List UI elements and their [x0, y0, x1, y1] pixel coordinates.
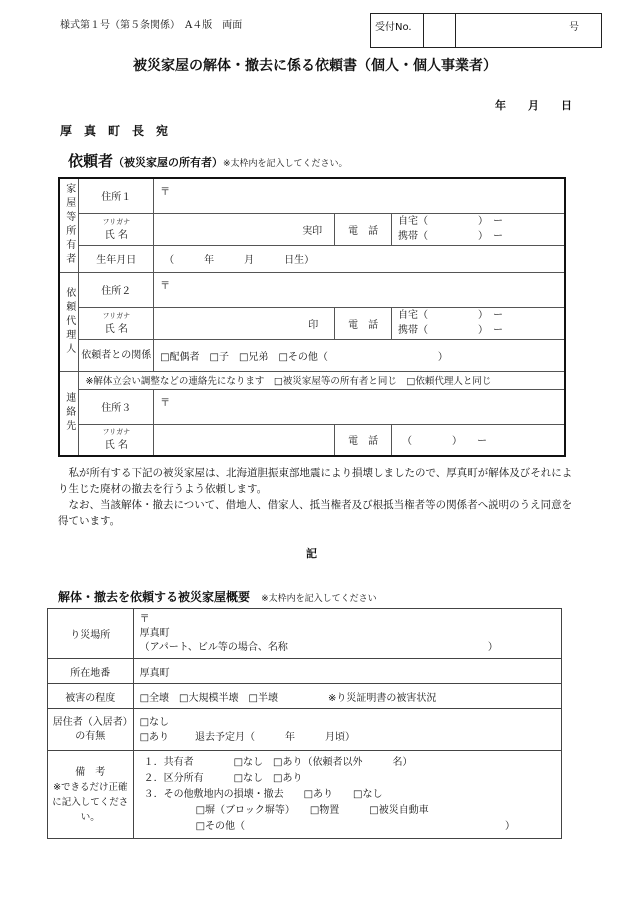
section2-heading: 解体・撤去を依頼する被災家屋概要 — [58, 590, 251, 604]
date-line: 年 月 日 — [495, 99, 572, 112]
remarks-label-cell — [48, 751, 134, 839]
house-table — [47, 608, 562, 839]
postal-mark: 〒 — [160, 397, 171, 409]
contact-address-label: 住所３ — [79, 389, 154, 424]
owner-name-field[interactable] — [154, 213, 335, 245]
owner-mobile-phone: 携帯（ ） ー — [397, 231, 503, 242]
owner-name-label-cell — [79, 213, 154, 245]
paragraph-consent: なお、当該解体・撤去について、借地人、借家人、抵当権者及び根抵当権者等の関係者へ説明のうえ同意を得ています。 — [58, 499, 573, 527]
owner-birth-label: 生年月日 — [79, 245, 154, 272]
contact-name-label-cell — [79, 424, 154, 456]
paragraph-request: 私が所有する下記の被災家屋は、北海道胆振東部地震により損壊しましたので、厚真町が解体及びそれにより生じた廃材の撤去を行うよう依頼します。 — [58, 467, 573, 495]
owner-group-label: 家屋等所有者 — [59, 178, 79, 272]
resident-none: □なし — [139, 716, 170, 728]
site-field[interactable] — [133, 609, 561, 659]
receipt-suffix: 号 — [569, 22, 579, 33]
agent-group-label: 依頼代理人 — [59, 272, 79, 371]
section1-heading: 依頼者 — [68, 152, 114, 170]
lot-field[interactable]: 厚真町 — [133, 659, 561, 684]
damage-options: □全壊 □大規模半壊 □半壊 — [139, 692, 278, 704]
resident-field[interactable] — [133, 709, 561, 751]
requester-table — [58, 177, 566, 457]
addressee: 厚 真 町 長 宛 — [60, 124, 169, 138]
contact-address-field[interactable] — [154, 389, 565, 424]
damage-note: ※り災証明書の被害状況 — [327, 692, 437, 704]
agent-seal: 印 — [308, 319, 319, 331]
contact-group-label: 連絡先 — [59, 371, 79, 456]
receipt-label: 受付No. — [375, 22, 412, 33]
damage-field[interactable] — [133, 684, 561, 709]
agent-name-label-cell — [79, 307, 154, 339]
form-number: 様式第１号（第５条関係） A４版 両面 — [60, 20, 243, 31]
owner-name-label: 氏 名 — [104, 229, 128, 241]
resident-yes: □あり — [139, 731, 170, 743]
furigana-label: フリガナ — [102, 217, 131, 226]
remark-other-misc: □その他（ ） — [195, 820, 516, 832]
agent-home-phone: 自宅（ ） ー — [397, 310, 503, 321]
agent-mobile-phone: 携帯（ ） ー — [397, 325, 503, 336]
contact-phone-label: 電 話 — [335, 424, 392, 456]
postal-mark: 〒 — [160, 280, 171, 292]
ki-label: 記 — [306, 547, 317, 560]
owner-phone-label: 電 話 — [335, 213, 392, 245]
contact-name-field[interactable] — [154, 424, 335, 456]
damage-label: 被害の程度 — [48, 684, 134, 709]
agent-address-label: 住所２ — [79, 272, 154, 307]
section1-heading-block — [68, 150, 348, 171]
remarks-label: 備 考 — [75, 766, 106, 778]
agent-address-field[interactable] — [154, 272, 565, 307]
agent-name-field[interactable] — [154, 307, 335, 339]
contact-name-label: 氏 名 — [104, 440, 128, 452]
agent-phone-field[interactable] — [391, 307, 565, 339]
furigana-label: フリガナ — [102, 311, 131, 320]
owner-seal: 実印 — [302, 225, 323, 237]
remarks-note: ※できるだけ正確に記入してください。 — [52, 781, 129, 823]
section2-note: ※太枠内を記入してください — [261, 594, 377, 604]
agent-phone-label: 電 話 — [335, 307, 392, 339]
remark-other: ３．その他敷地内の損壊・撤去 □あり □なし — [143, 788, 383, 800]
agent-relation-label: 依頼者との関係 — [79, 339, 154, 371]
lot-label: 所在地番 — [48, 659, 134, 684]
contact-phone-field[interactable]: （ ） ー — [391, 424, 565, 456]
remarks-field[interactable] — [133, 751, 561, 839]
owner-phone-field[interactable] — [391, 213, 565, 245]
section2-heading-block — [58, 586, 377, 605]
page-title: 被災家屋の解体・撤去に係る依頼書（個人・個人事業者） — [133, 58, 497, 74]
contact-note: ※解体立会い調整などの連絡先になります □被災家屋等の所有者と同じ □依頼代理人と同じ — [79, 371, 565, 389]
postal-mark: 〒 — [160, 187, 171, 198]
resident-label: 居住者（入居者）の有無 — [48, 709, 134, 751]
resident-move: 退去予定月（ 年 月頃） — [195, 731, 356, 743]
site-apartment: （アパート、ビル等の場合、名称 ） — [139, 641, 498, 653]
owner-address-field[interactable] — [154, 178, 565, 213]
owner-home-phone: 自宅（ ） ー — [397, 216, 503, 227]
agent-relation-options[interactable]: □配偶者 □子 □兄弟 □その他（ ） — [154, 339, 565, 371]
remark-co-owner: １．共有者 □なし □あり（依頼者以外 名） — [143, 756, 413, 768]
owner-birth-field[interactable]: （ 年 月 日生） — [154, 245, 565, 272]
site-postal: 〒 — [139, 613, 150, 625]
site-town: 厚真町 — [139, 627, 170, 639]
site-label: り災場所 — [48, 609, 134, 659]
remark-other-items: □塀（ブロック塀等） □物置 □被災自動車 — [195, 804, 429, 816]
section1-note: ※太枠内を記入してください。 — [223, 159, 348, 169]
owner-address-label: 住所１ — [79, 178, 154, 213]
section1-heading-sub: （被災家屋の所有者） — [113, 156, 224, 169]
agent-name-label: 氏 名 — [104, 323, 128, 335]
furigana-label: フリガナ — [102, 428, 131, 437]
remark-sectional: ２．区分所有 □なし □あり — [143, 772, 303, 784]
receipt-box — [370, 13, 602, 48]
